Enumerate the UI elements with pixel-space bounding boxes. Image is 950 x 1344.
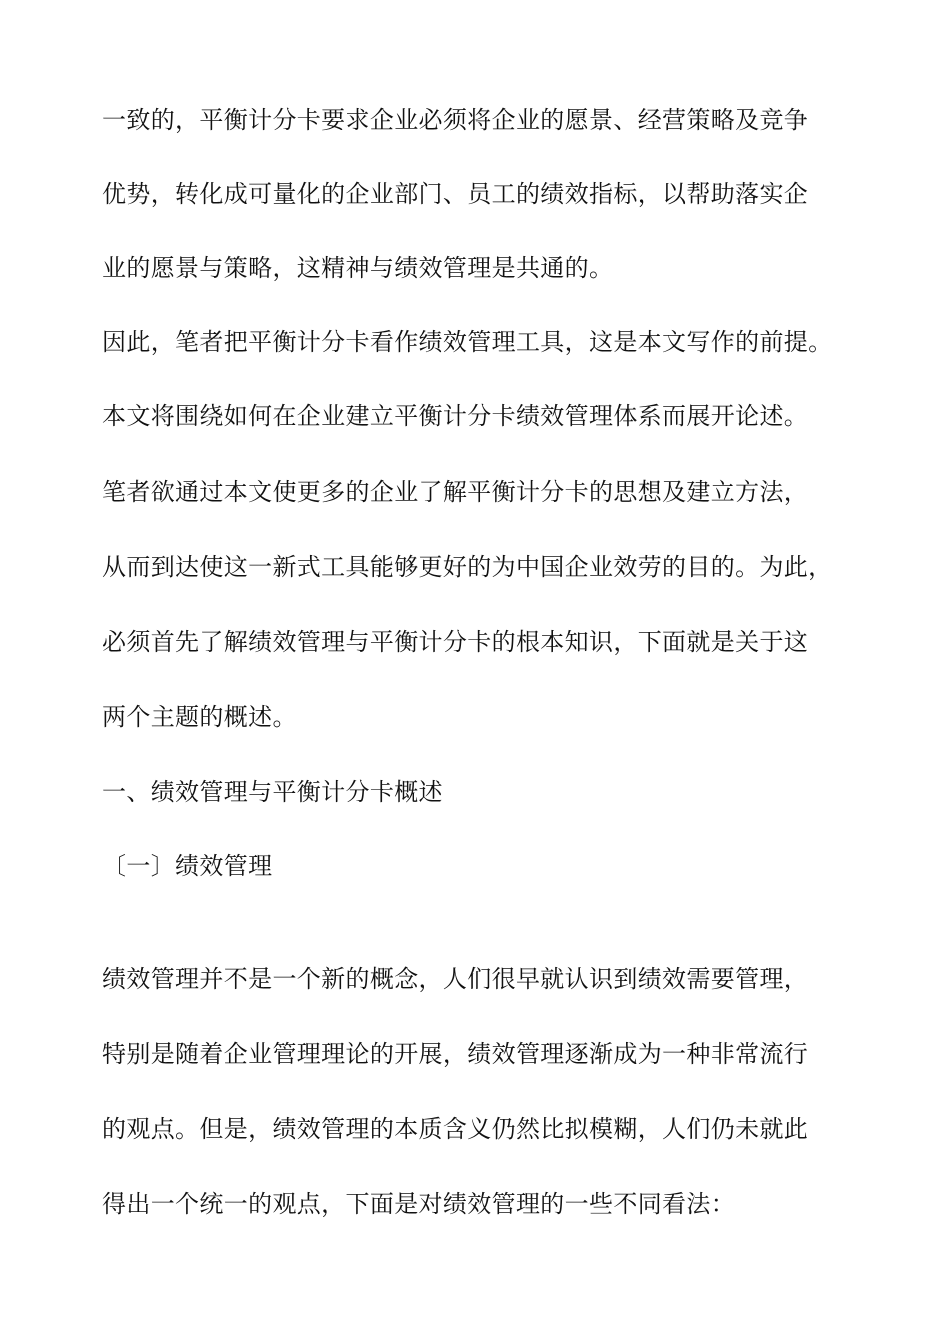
body-paragraph-line-4: 得出一个统一的观点，下面是对绩效管理的一些不同看法： [102,1190,736,1218]
paragraph-1-line-2: 优势，转化成可量化的企业部门、员工的绩效指标，以帮助落实企 [102,180,809,208]
paragraph-2-line-1: 因此，笔者把平衡计分卡看作绩效管理工具，这是本文写作的前提。 [102,328,833,356]
paragraph-4-line-1: 笔者欲通过本文使更多的企业了解平衡计分卡的思想及建立方法， [102,478,809,506]
section-heading: 一、绩效管理与平衡计分卡概述 [102,778,443,806]
subsection-heading: 〔一〕绩效管理 [102,852,273,880]
paragraph-1-line-1: 一致的，平衡计分卡要求企业必须将企业的愿景、经营策略及竞争 [102,106,809,134]
paragraph-4-line-4: 两个主题的概述。 [102,703,297,731]
paragraph-1-line-3: 业的愿景与策略，这精神与绩效管理是共通的。 [102,254,614,282]
body-paragraph-line-3: 的观点。但是，绩效管理的本质含义仍然比拟模糊，人们仍未就此 [102,1115,809,1143]
body-paragraph-line-2: 特别是随着企业管理理论的开展，绩效管理逐渐成为一种非常流行 [102,1040,809,1068]
paragraph-4-line-3: 必须首先了解绩效管理与平衡计分卡的根本知识，下面就是关于这 [102,628,809,656]
paragraph-4-line-2: 从而到达使这一新式工具能够更好的为中国企业效劳的目的。为此， [102,553,833,581]
body-paragraph-line-1: 绩效管理并不是一个新的概念，人们很早就认识到绩效需要管理， [102,965,809,993]
paragraph-3-line-1: 本文将围绕如何在企业建立平衡计分卡绩效管理体系而展开论述。 [102,402,809,430]
